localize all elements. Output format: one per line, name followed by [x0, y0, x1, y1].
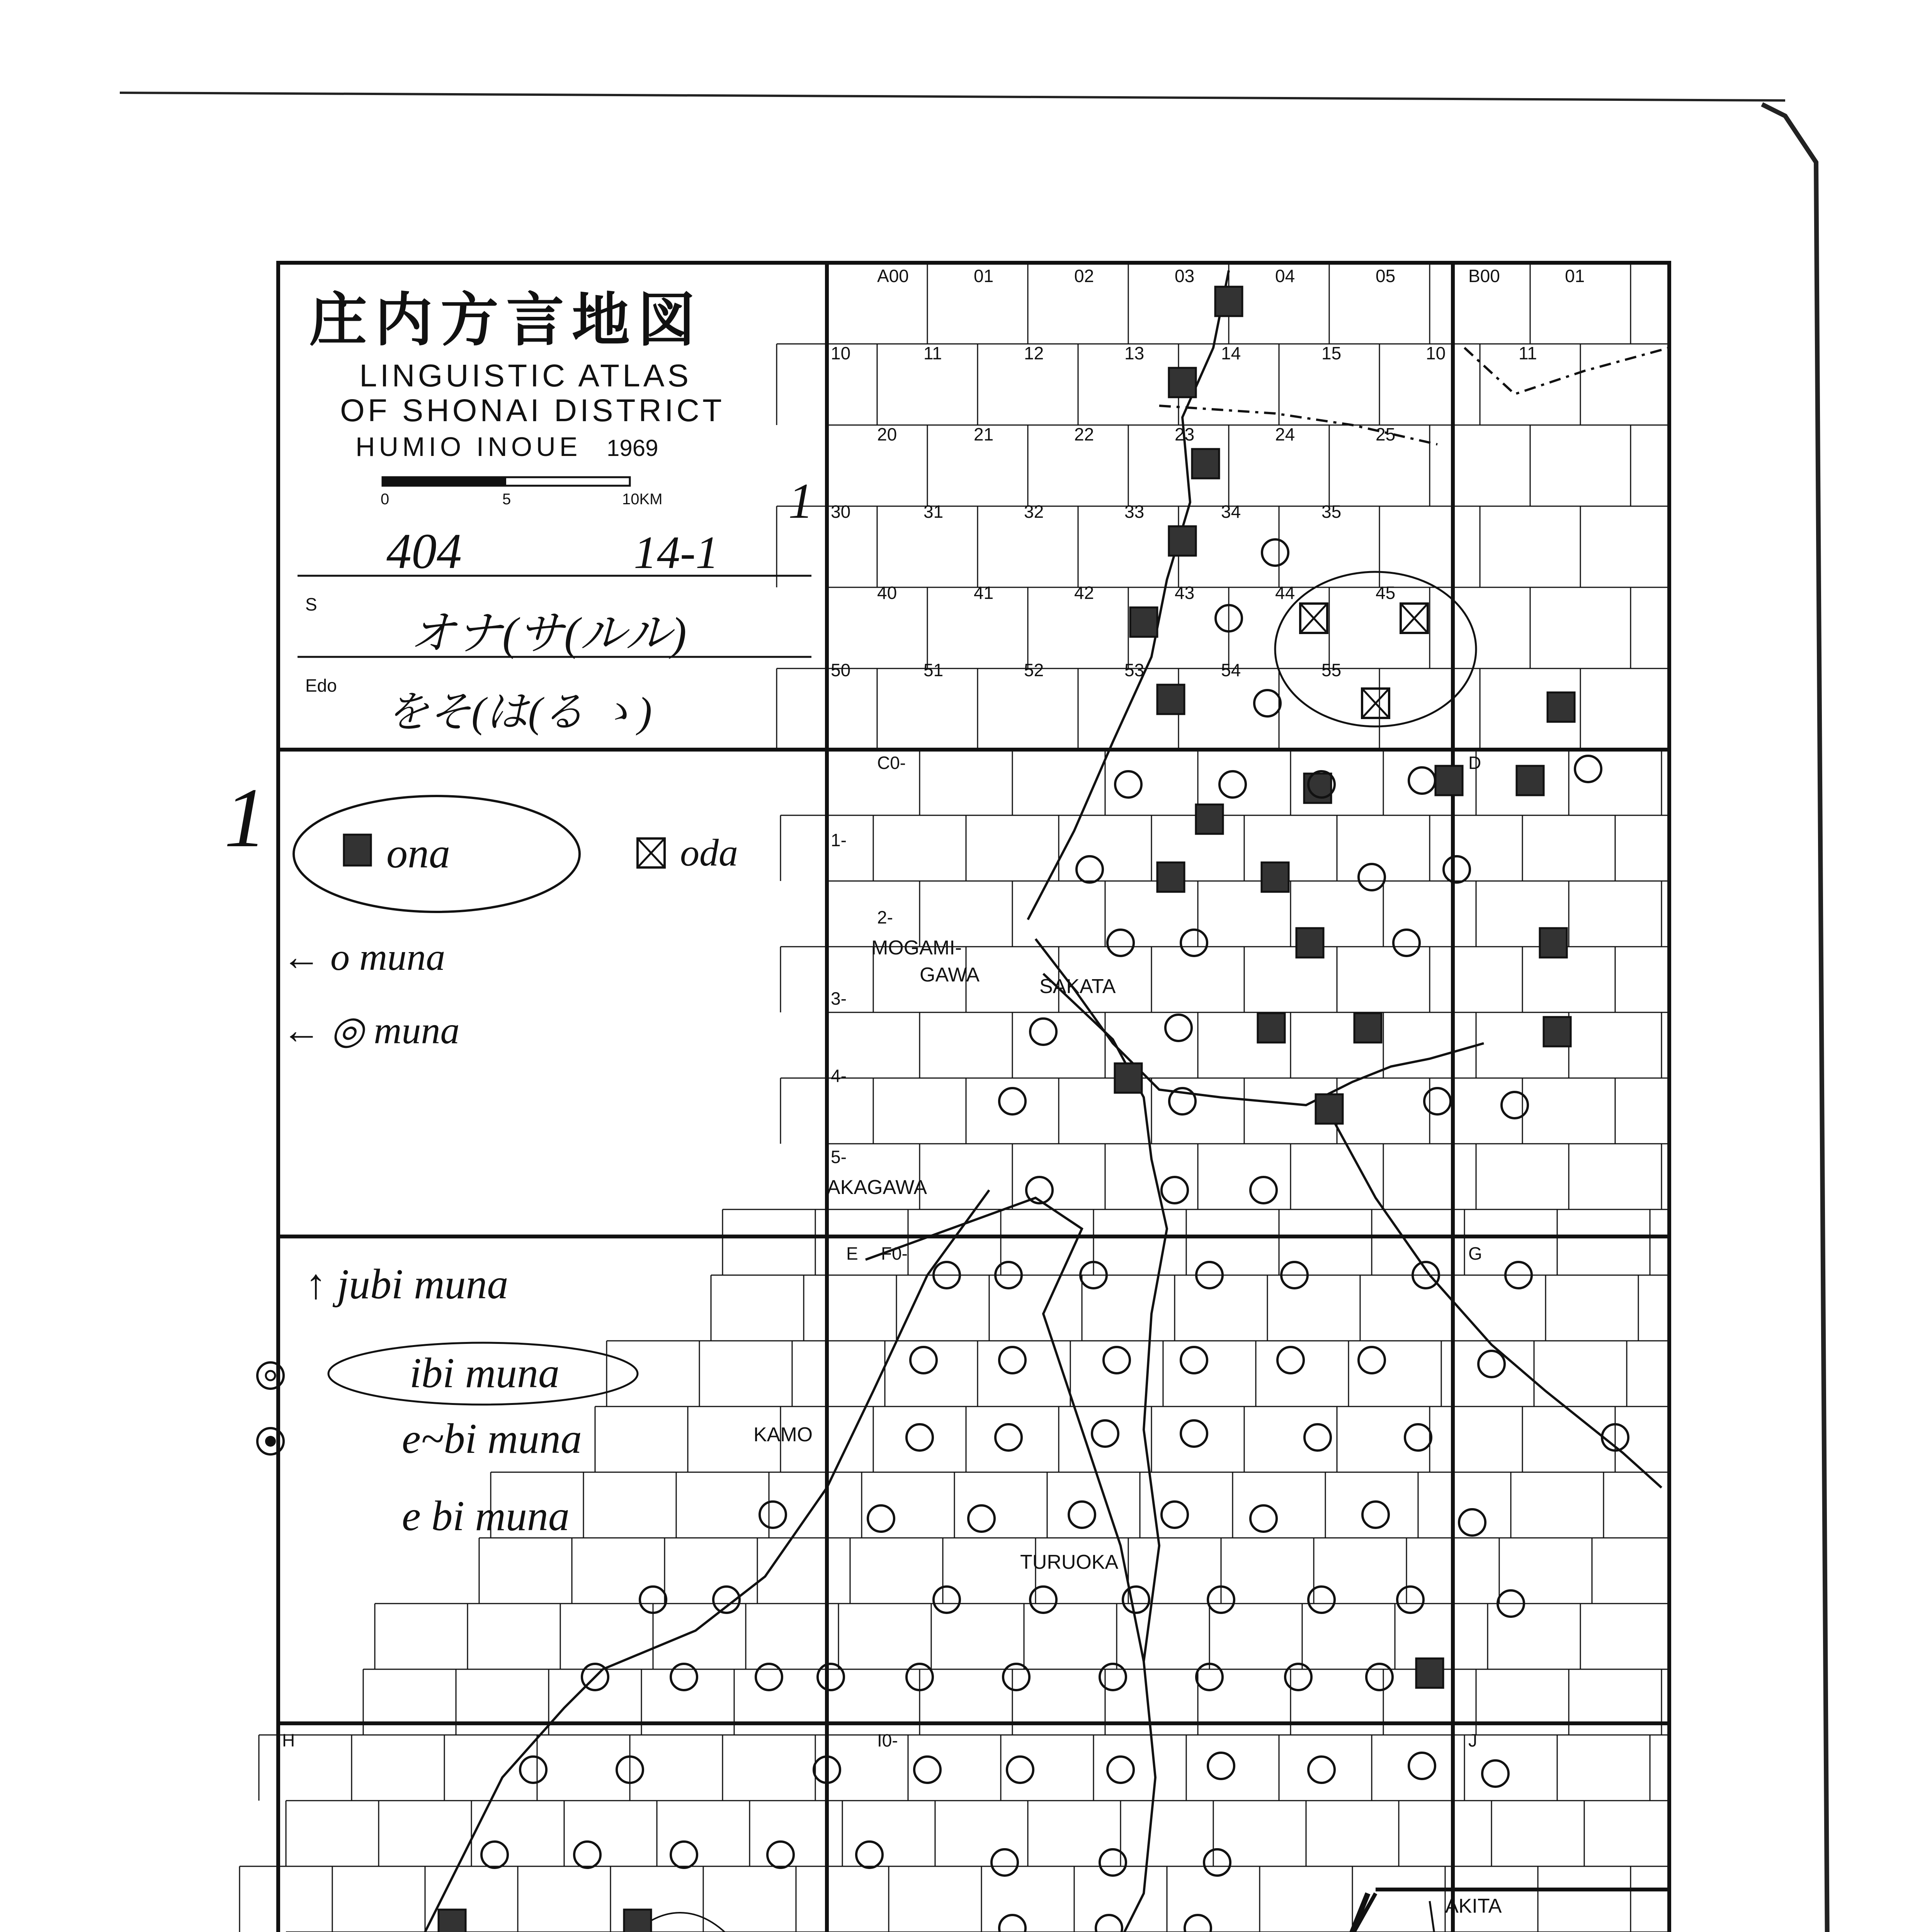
hatched-square-icon	[1540, 928, 1567, 957]
place-kamo: KAMO	[753, 1423, 813, 1446]
year: 1969	[607, 435, 658, 461]
hatched-square-icon	[624, 1910, 651, 1932]
section-label-c1: 1-	[831, 830, 847, 850]
map-symbols	[381, 287, 1628, 1932]
open-circle-icon	[1107, 930, 1134, 956]
grid-label-04: 04	[1275, 266, 1295, 286]
grid-label-10: 10	[831, 343, 851, 363]
open-circle-icon	[574, 1842, 600, 1868]
grid-label-52: 52	[1024, 660, 1044, 680]
open-circle-icon	[1366, 1664, 1393, 1690]
section-label-c4: 4-	[831, 1066, 847, 1086]
section-label-c0: C0-	[877, 753, 906, 773]
open-circle-icon	[1069, 1502, 1095, 1528]
legend-ebimuna-2: e bi muna	[402, 1492, 570, 1539]
section-label-h: H	[282, 1730, 295, 1750]
open-circle-icon	[1100, 1849, 1126, 1876]
grid-label-05: 05	[1376, 266, 1396, 286]
legend-ona: ona	[386, 830, 450, 877]
section-label-c5: 5-	[831, 1147, 847, 1167]
open-circle-icon	[1393, 930, 1420, 956]
open-circle-icon	[968, 1505, 995, 1532]
legend-oda: oda	[680, 831, 738, 874]
scale-label-0: 0	[381, 491, 389, 508]
open-circle-icon	[520, 1757, 546, 1783]
grid-label-03: 03	[1175, 266, 1195, 286]
grid-label-b00: B00	[1468, 266, 1500, 286]
open-circle-icon	[1165, 1015, 1192, 1041]
grid-label-31: 31	[923, 502, 944, 522]
open-circle-icon	[1277, 1347, 1304, 1373]
hatched-square-icon	[1169, 368, 1196, 397]
open-circle-icon	[999, 1915, 1026, 1932]
hatched-square-icon	[1258, 1013, 1285, 1043]
grid-label-42: 42	[1074, 583, 1094, 603]
hatched-square-icon	[1196, 804, 1223, 834]
open-circle-icon	[1444, 856, 1470, 883]
open-circle-icon	[910, 1347, 937, 1373]
grid-label-14: 14	[1221, 343, 1241, 363]
place-akita: AKITA	[1445, 1895, 1502, 1917]
grid-label-34: 34	[1221, 502, 1241, 522]
open-circle-icon	[1096, 1915, 1122, 1932]
hatched-square-icon	[1157, 862, 1184, 892]
open-circle-icon	[1181, 930, 1207, 956]
place-turuoka: TURUOKA	[1020, 1551, 1119, 1573]
hatched-square-icon	[439, 1910, 466, 1932]
open-circle-icon	[1409, 1753, 1435, 1779]
open-circle-icon	[1262, 539, 1288, 566]
open-circle-icon	[1123, 1587, 1149, 1613]
open-circle-icon	[1405, 1424, 1431, 1451]
hatched-square-icon	[1416, 1658, 1443, 1688]
scale-label-5: 5	[502, 491, 511, 508]
grid-label-b01: 01	[1565, 266, 1585, 286]
open-circle-icon	[756, 1664, 782, 1690]
open-circle-icon	[1250, 1505, 1277, 1532]
open-circle-icon	[1285, 1664, 1311, 1690]
hatched-square-icon	[1354, 1013, 1381, 1043]
open-circle-icon	[481, 1842, 508, 1868]
open-circle-icon	[906, 1424, 933, 1451]
open-circle-icon	[767, 1842, 794, 1868]
grid-label-15: 15	[1321, 343, 1342, 363]
grid-top-labels	[877, 266, 1585, 286]
legend-jubimuna: ↑ jubi muna	[305, 1260, 509, 1308]
open-circle-icon	[818, 1664, 844, 1690]
grid-label-32: 32	[1024, 502, 1044, 522]
row-edo-label: Edo	[305, 675, 337, 696]
grid-label-43: 43	[1175, 583, 1195, 603]
section-label-g: G	[1468, 1243, 1482, 1264]
open-circle-icon	[1007, 1757, 1033, 1783]
open-circle-icon	[1162, 1177, 1188, 1203]
open-circle-icon	[1077, 856, 1103, 883]
grid-label-54: 54	[1221, 660, 1241, 680]
section-label-j: J	[1468, 1730, 1477, 1750]
row-edo-text: をそ(は(る ゝ)	[386, 689, 652, 736]
grid-label-30: 30	[831, 502, 851, 522]
title-english-line1: LINGUISTIC ATLAS	[359, 358, 692, 393]
hatched-square-icon	[344, 835, 371, 866]
grid-label-11: 11	[923, 343, 942, 363]
row-s-text: オナ(サ(ルル)	[410, 608, 687, 659]
hatched-square-icon	[1169, 526, 1196, 556]
open-circle-icon	[999, 1088, 1026, 1114]
open-circle-icon	[1254, 690, 1281, 716]
hatched-square-icon	[1517, 766, 1544, 795]
grid-label-33: 33	[1124, 502, 1145, 522]
grid-label-40: 40	[877, 583, 897, 603]
open-circle-icon	[1185, 1915, 1211, 1932]
place-mogami-gawa-1: MOGAMI-	[871, 937, 962, 959]
open-circle-icon	[1308, 1587, 1335, 1613]
grid-label-44: 44	[1275, 583, 1295, 603]
section-label-d: D	[1468, 753, 1481, 773]
open-circle-icon	[1478, 1351, 1505, 1377]
open-circle-icon	[1181, 1347, 1207, 1373]
section-label-c3: 3-	[831, 988, 847, 1009]
legend	[224, 770, 738, 1539]
grid-label-b11: 11	[1519, 343, 1537, 363]
open-circle-icon	[1409, 767, 1435, 794]
section-label-f0: F0-	[881, 1243, 908, 1264]
legend-muna-variant: ← ◎ muna	[282, 1009, 460, 1052]
grid-label-51: 51	[923, 660, 944, 680]
open-circle-icon	[934, 1587, 960, 1613]
section-label-e: E	[846, 1243, 858, 1264]
grid-label-21: 21	[974, 424, 994, 444]
open-circle-icon	[1424, 1088, 1451, 1114]
grid-label-b10: 10	[1426, 343, 1446, 363]
hatched-square-icon	[1115, 1063, 1142, 1093]
grid-label-25: 25	[1376, 424, 1396, 444]
author-name: HUMIO INOUE	[355, 432, 582, 462]
place-names	[753, 937, 1611, 1932]
open-circle-icon	[1359, 864, 1385, 890]
legend-number: 1	[224, 770, 267, 865]
open-circle-icon	[1359, 1347, 1385, 1373]
open-circle-icon	[856, 1842, 883, 1868]
hatched-square-icon	[1548, 692, 1575, 722]
open-circle-icon	[868, 1505, 894, 1532]
hatched-square-icon	[1157, 685, 1184, 714]
row-s-label: S	[305, 594, 317, 614]
open-circle-icon	[1115, 771, 1141, 798]
open-circle-icon	[1219, 771, 1246, 798]
legend-ebimuna-1: e~bi muna	[402, 1415, 582, 1462]
section-label-c2: 2-	[877, 907, 893, 927]
open-circle-icon	[992, 1849, 1018, 1876]
open-circle-icon	[999, 1347, 1026, 1373]
open-circle-icon	[1304, 1424, 1331, 1451]
grid-label-23: 23	[1175, 424, 1195, 444]
open-circle-icon	[1100, 1664, 1126, 1690]
open-circle-icon	[1208, 1753, 1234, 1779]
open-circle-icon	[1502, 1092, 1528, 1118]
open-circle-icon	[1030, 1019, 1056, 1045]
rivers-and-boundaries	[332, 270, 1669, 1932]
hatched-square-icon	[1435, 766, 1463, 795]
grid-label-45: 45	[1376, 583, 1396, 603]
open-circle-icon	[995, 1424, 1022, 1451]
grid-label-20: 20	[877, 424, 897, 444]
grid-label-13: 13	[1124, 343, 1145, 363]
place-mogami-gawa-2: GAWA	[920, 964, 980, 986]
hatched-square-icon	[1192, 449, 1219, 478]
grid-label-35: 35	[1321, 502, 1342, 522]
open-circle-icon	[1575, 756, 1601, 782]
open-circle-icon	[1397, 1587, 1423, 1613]
open-circle-icon	[760, 1502, 786, 1528]
open-circle-icon	[1030, 1587, 1056, 1613]
place-akagawa: AKAGAWA	[827, 1176, 927, 1199]
hatched-square-icon	[1316, 1094, 1343, 1124]
hatched-square-icon	[1130, 607, 1157, 637]
grid-label-50: 50	[831, 660, 851, 680]
scale-label-10: 10KM	[622, 491, 663, 508]
hatched-square-icon	[1215, 287, 1242, 316]
open-circle-icon	[1181, 1420, 1207, 1447]
grid-label-24: 24	[1275, 424, 1295, 444]
open-circle-icon	[1162, 1502, 1188, 1528]
open-circle-icon	[1459, 1509, 1485, 1536]
grid-label-01: 01	[974, 266, 994, 286]
title-english-line2: OF SHONAI DISTRICT	[340, 393, 725, 428]
open-circle-icon	[671, 1842, 697, 1868]
legend-muna: ← o muna	[282, 935, 446, 978]
open-circle-icon	[1104, 1347, 1130, 1373]
grid-label-55: 55	[1321, 660, 1342, 680]
open-circle-icon	[1482, 1760, 1509, 1787]
grid-label-22: 22	[1074, 424, 1094, 444]
open-circle-icon	[1003, 1664, 1029, 1690]
open-circle-icon	[1204, 1849, 1230, 1876]
hatched-square-icon	[1262, 862, 1289, 892]
grid-label-02: 02	[1074, 266, 1094, 286]
hatched-square-icon	[1544, 1017, 1571, 1046]
grid-label-12: 12	[1024, 343, 1044, 363]
hatched-square-icon	[1296, 928, 1323, 957]
open-circle-icon	[914, 1757, 940, 1783]
open-circle-icon	[1107, 1757, 1134, 1783]
place-sakata: SAKATA	[1039, 975, 1116, 998]
item-code: 14-1	[634, 527, 719, 578]
title-japanese: 庄内方言地図	[309, 287, 704, 352]
open-circle-icon	[671, 1664, 697, 1690]
open-circle-icon	[1308, 1757, 1335, 1783]
grid-label-53: 53	[1124, 660, 1145, 680]
map-frame	[278, 263, 1669, 1932]
item-code-mark: 1	[788, 473, 813, 529]
open-circle-icon	[1362, 1502, 1389, 1528]
section-label-i0: I0-	[877, 1730, 898, 1750]
grid-label-a00: A00	[877, 266, 909, 286]
grid-label-41: 41	[974, 583, 994, 603]
scale-bar	[381, 477, 663, 508]
open-circle-icon	[1092, 1420, 1118, 1447]
map-number: 404	[386, 524, 462, 579]
open-circle-icon	[1250, 1177, 1277, 1203]
legend-ibimuna: ibi muna	[410, 1349, 560, 1396]
